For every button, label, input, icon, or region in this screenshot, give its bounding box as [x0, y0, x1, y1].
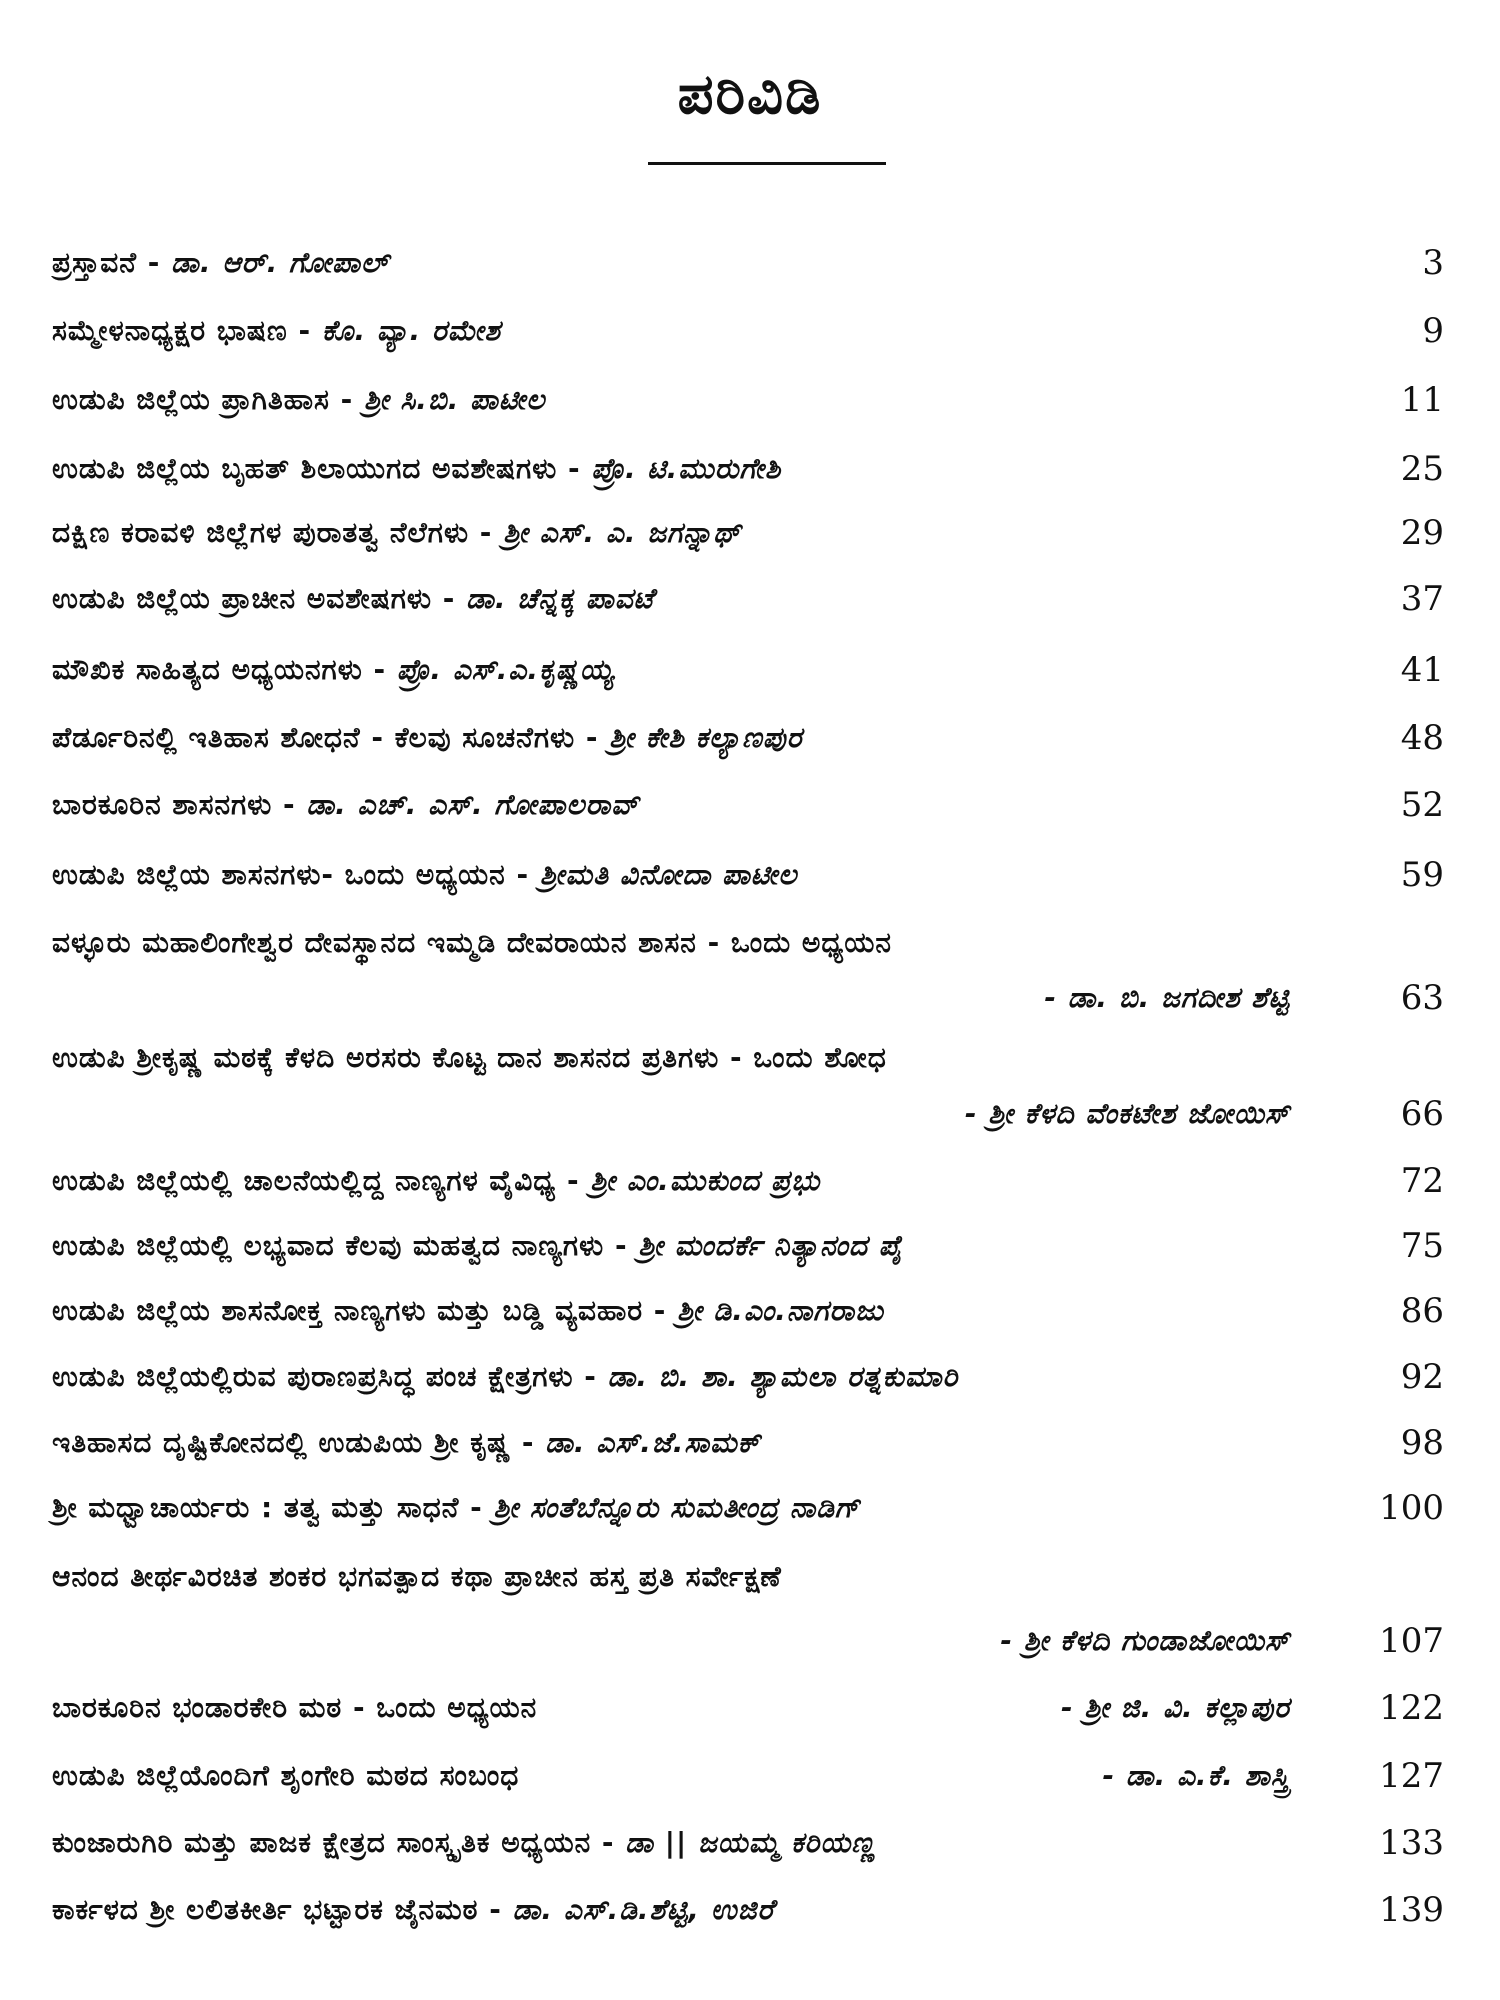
list-item: ಸಮ್ಮೇಳನಾಧ್ಯಕ್ಷರ ಭಾಷಣ - ಕೊ. ವ್ಯಾ. ರಮೇಶ	[52, 314, 501, 347]
page-number: 41	[1400, 650, 1444, 690]
page-number: 127	[1379, 1756, 1444, 1796]
page-number: 100	[1379, 1488, 1444, 1528]
page-number: 11	[1400, 380, 1444, 420]
list-item: ಬಾರಕೂರಿನ ಶಾಸನಗಳು - ಡಾ. ಎಚ್. ಎಸ್. ಗೋಪಾಲರಾವ್	[52, 788, 640, 821]
page-number: 75	[1400, 1226, 1444, 1266]
page-title: ಪರಿವಿಡಿ	[677, 62, 823, 127]
page-number: 29	[1400, 513, 1444, 553]
page-number: 48	[1400, 718, 1444, 758]
page-number: 66	[1400, 1094, 1444, 1134]
page-number: 37	[1400, 579, 1444, 619]
list-item: ಉಡುಪಿ ಜಿಲ್ಲೆಯ ಬೃಹತ್ ಶಿಲಾಯುಗದ ಅವಶೇಷಗಳು - ಪ್ರೊ. ಟಿ.ಮುರುಗೇಶಿ	[52, 452, 782, 485]
page-number: 25	[1400, 449, 1444, 489]
list-item: ದಕ್ಷಿಣ ಕರಾವಳಿ ಜಿಲ್ಲೆಗಳ ಪುರಾತತ್ವ ನೆಲೆಗಳು - ಶ್ರೀ ಎಸ್. ಎ. ಜಗನ್ನಾಥ್	[52, 516, 742, 549]
page-number: 52	[1400, 785, 1444, 825]
list-item: ಉಡುಪಿ ಜಿಲ್ಲೆಯಲ್ಲಿ ಚಾಲನೆಯಲ್ಲಿದ್ದ ನಾಣ್ಯಗಳ ವೈವಿಧ್ಯ - ಶ್ರೀ ಎಂ.ಮುಕುಂದ ಪ್ರಭು	[52, 1164, 821, 1197]
list-item: ಉಡುಪಿ ಜಿಲ್ಲೆಯ ಶಾಸನಗಳು- ಒಂದು ಅಧ್ಯಯನ - ಶ್ರೀಮತಿ ವಿನೋದಾ ಪಾಟೀಲ	[52, 858, 798, 891]
list-item: ಇತಿಹಾಸದ ದೃಷ್ಟಿಕೋನದಲ್ಲಿ ಉಡುಪಿಯ ಶ್ರೀ ಕೃಷ್ಣ - ಡಾ. ಎಸ್.ಜೆ.ಸಾಮಕ್	[52, 1426, 761, 1459]
page-number: 3	[1422, 243, 1444, 283]
list-item-author: - ಶ್ರೀ ಜಿ. ವಿ. ಕಲ್ಲಾಪುರ	[1061, 1691, 1290, 1724]
list-item: ವಳ್ಳೂರು ಮಹಾಲಿಂಗೇಶ್ವರ ದೇವಸ್ಥಾನದ ಇಮ್ಮಡಿ ದೇವರಾಯನ ಶಾಸನ - ಒಂದು ಅಧ್ಯಯನ	[52, 926, 892, 959]
page-number: 72	[1400, 1161, 1444, 1201]
list-item: ಬಾರಕೂರಿನ ಭಂಡಾರಕೇರಿ ಮಠ - ಒಂದು ಅಧ್ಯಯನ	[52, 1691, 538, 1724]
list-item-author: - ಡಾ. ಬಿ. ಜಗದೀಶ ಶೆಟ್ಟಿ	[1044, 981, 1290, 1014]
page-number: 63	[1400, 978, 1444, 1018]
list-item-author: - ಶ್ರೀ ಕೆಳದಿ ಗುಂಡಾಜೋಯಿಸ್	[1000, 1624, 1290, 1657]
page-number: 59	[1400, 855, 1444, 895]
list-item: ಉಡುಪಿ ಜಿಲ್ಲೆಯ ಪ್ರಾಚೀನ ಅವಶೇಷಗಳು - ಡಾ. ಚೆನ್ನಕ್ಕ ಪಾವಟೆ	[52, 582, 655, 615]
list-item-author: - ಡಾ. ಎ.ಕೆ. ಶಾಸ್ತ್ರಿ	[1102, 1759, 1290, 1792]
page-number: 92	[1400, 1357, 1444, 1397]
page-number: 86	[1400, 1291, 1444, 1331]
page-number: 9	[1422, 311, 1444, 351]
list-item: ಮೌಖಿಕ ಸಾಹಿತ್ಯದ ಅಧ್ಯಯನಗಳು - ಪ್ರೊ. ಎಸ್.ಎ.ಕೃಷ್ಣಯ್ಯ	[52, 653, 615, 686]
list-item: ಶ್ರೀ ಮಧ್ವಾಚಾರ್ಯರು : ತತ್ವ ಮತ್ತು ಸಾಧನೆ - ಶ್ರೀ ಸಂತೆಬೆನ್ನೂರು ಸುಮತೀಂದ್ರ ನಾಡಿಗ್	[52, 1491, 861, 1524]
list-item: ಉಡುಪಿ ಜಿಲ್ಲೆಯಲ್ಲಿರುವ ಪುರಾಣಪ್ರಸಿದ್ಧ ಪಂಚ ಕ್ಷೇತ್ರಗಳು - ಡಾ. ಬಿ. ಶಾ. ಶ್ಯಾಮಲಾ ರತ್ನಕುಮಾರಿ	[52, 1360, 959, 1393]
page-number: 98	[1400, 1423, 1444, 1463]
list-item: ಉಡುಪಿ ಜಿಲ್ಲೆಯೊಂದಿಗೆ ಶೃಂಗೇರಿ ಮಠದ ಸಂಬಂಧ	[52, 1759, 520, 1792]
page-number: 107	[1379, 1621, 1444, 1661]
list-item: ಕುಂಜಾರುಗಿರಿ ಮತ್ತು ಪಾಜಕ ಕ್ಷೇತ್ರದ ಸಾಂಸ್ಕೃತಿಕ ಅಧ್ಯಯನ - ಡಾ || ಜಯಮ್ಮ ಕರಿಯಣ್ಣ	[52, 1826, 877, 1859]
list-item: ಉಡುಪಿ ಜಿಲ್ಲೆಯಲ್ಲಿ ಲಭ್ಯವಾದ ಕೆಲವು ಮಹತ್ವದ ನಾಣ್ಯಗಳು - ಶ್ರೀ ಮಂದರ್ಕೆ ನಿತ್ಯಾನಂದ ಪೈ	[52, 1229, 904, 1262]
list-item-author: - ಶ್ರೀ ಕೆಳದಿ ವೆಂಕಟೇಶ ಜೋಯಿಸ್	[964, 1097, 1290, 1130]
list-item: ಉಡುಪಿ ಶ್ರೀಕೃಷ್ಣ ಮಠಕ್ಕೆ ಕೆಳದಿ ಅರಸರು ಕೊಟ್ಟ ದಾನ ಶಾಸನದ ಪ್ರತಿಗಳು - ಒಂದು ಶೋಧ	[52, 1041, 887, 1074]
page-number: 122	[1379, 1688, 1444, 1728]
page-number: 133	[1379, 1823, 1444, 1863]
list-item: ಕಾರ್ಕಳದ ಶ್ರೀ ಲಲಿತಕೀರ್ತಿ ಭಟ್ಟಾರಕ ಜೈನಮಠ - ಡಾ. ಎಸ್.ಡಿ.ಶೆಟ್ಟಿ, ಉಜಿರೆ	[52, 1893, 775, 1926]
list-item: ಪೆರ್ಡೂರಿನಲ್ಲಿ ಇತಿಹಾಸ ಶೋಧನೆ - ಕೆಲವು ಸೂಚನೆಗಳು - ಶ್ರೀ ಕೇಶಿ ಕಲ್ಯಾಣಪುರ	[52, 721, 803, 754]
page-number: 139	[1379, 1890, 1444, 1930]
list-item: ಉಡುಪಿ ಜಿಲ್ಲೆಯ ಶಾಸನೋಕ್ತ ನಾಣ್ಯಗಳು ಮತ್ತು ಬಡ್ಡಿ ವ್ಯವಹಾರ - ಶ್ರೀ ಡಿ.ಎಂ.ನಾಗರಾಜು	[52, 1294, 884, 1327]
list-item: ಆನಂದ ತೀರ್ಥವಿರಚಿತ ಶಂಕರ ಭಗವತ್ಪಾದ ಕಥಾ ಪ್ರಾಚೀನ ಹಸ್ತ ಪ್ರತಿ ಸರ್ವೇಕ್ಷಣೆ	[52, 1560, 782, 1593]
list-item: ಉಡುಪಿ ಜಿಲ್ಲೆಯ ಪ್ರಾಗಿತಿಹಾಸ - ಶ್ರೀ ಸಿ.ಬಿ. ಪಾಟೀಲ	[52, 383, 546, 416]
list-item: ಪ್ರಸ್ತಾವನೆ - ಡಾ. ಆರ್. ಗೋಪಾಲ್	[52, 246, 390, 279]
